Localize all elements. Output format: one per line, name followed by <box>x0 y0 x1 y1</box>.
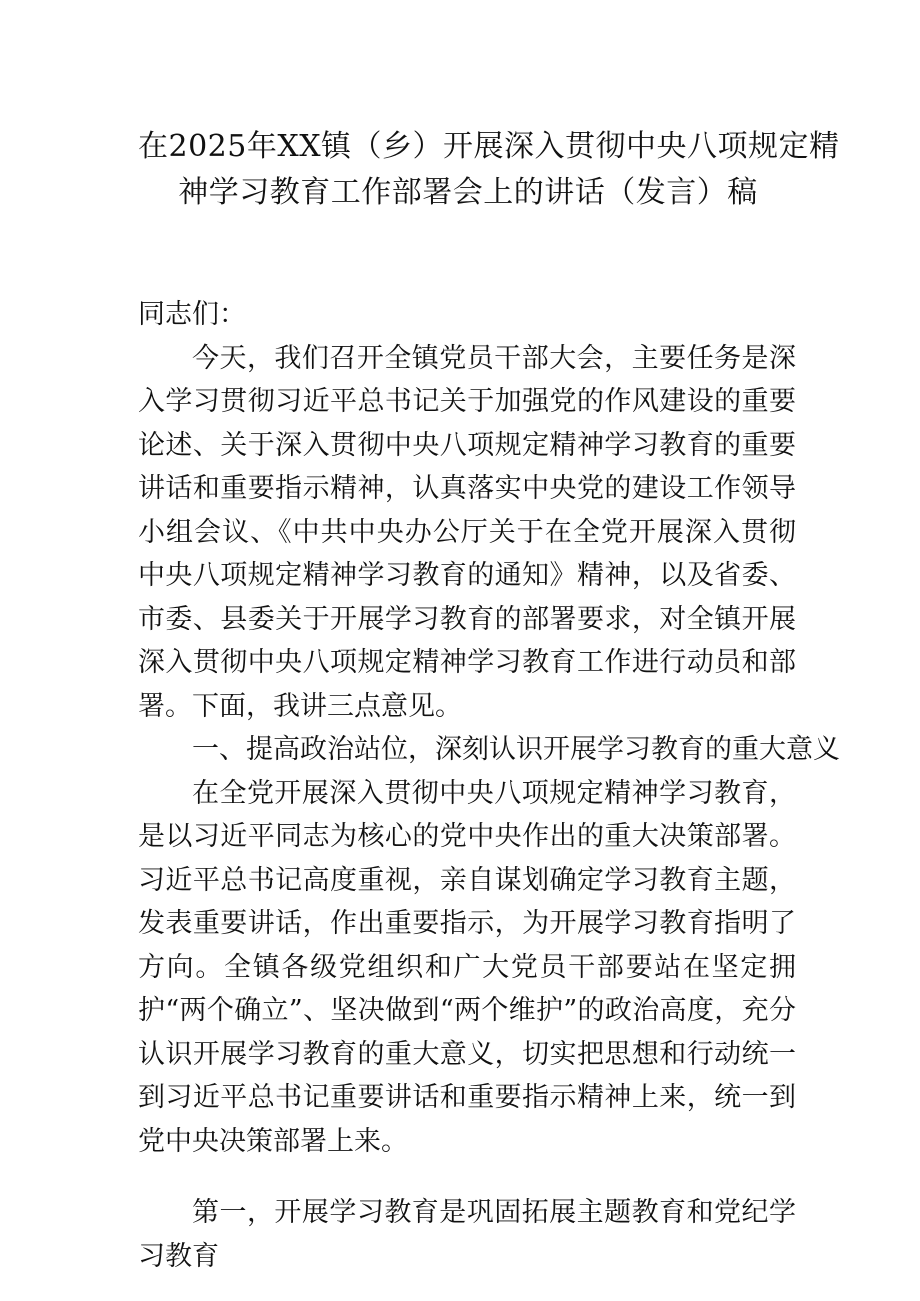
section-heading-1: 一、提高政治站位，深刻认识开展学习教育的重大意义 <box>192 734 840 765</box>
paragraph-first-point: 第一，开展学习教育是巩固拓展主题教育和党纪学习教育 <box>138 1197 796 1272</box>
title-line-2: 神学习教育工作部署会上的讲话（发言）稿 <box>178 175 758 210</box>
title-line-1: 在2025年XX镇（乡）开展深入贯彻中央八项规定精 <box>138 129 840 164</box>
paragraph-significance: 在全党开展深入贯彻中央八项规定精神学习教育，是以习近平同志为核心的党中央作出的重大决策部署。习近平总书记高度重视，亲自谋划确定学习教育主题，发表重要讲话，作出重要指示，为开展学习教育指明了方向。全镇各级党组织和广大党员干部要站在坚定拥护“两个确立”、坚决做到“两个维护”的政治高度，充分认识开展学习教育的重大意义，切实把思想和行动统一到习近平总书记重要讲话和重要指示精神上来，统一到党中央决策部署上来。 <box>138 777 796 1157</box>
paragraph-spacer <box>138 1163 796 1191</box>
document-title <box>138 124 840 216</box>
paragraph-opening: 今天，我们召开全镇党员干部大会，主要任务是深入学习贯彻习近平总书记关于加强党的作风建设的重要论述、关于深入贯彻中央八项规定精神学习教育的重要讲话和重要指示精神，认真落实中央党的建设工作领导小组会议、《中共中央办公厅关于在全党开展深入贯彻中央八项规定精神学习教育的通知》精神，以及省委、市委、县委关于开展学习教育的部署要求，对全镇开展深入贯彻中央八项规定精神学习教育工作进行动员和部署。下面，我讲三点意见。 <box>138 342 796 722</box>
salutation: 同志们： <box>138 299 246 330</box>
document-body <box>138 293 840 1278</box>
